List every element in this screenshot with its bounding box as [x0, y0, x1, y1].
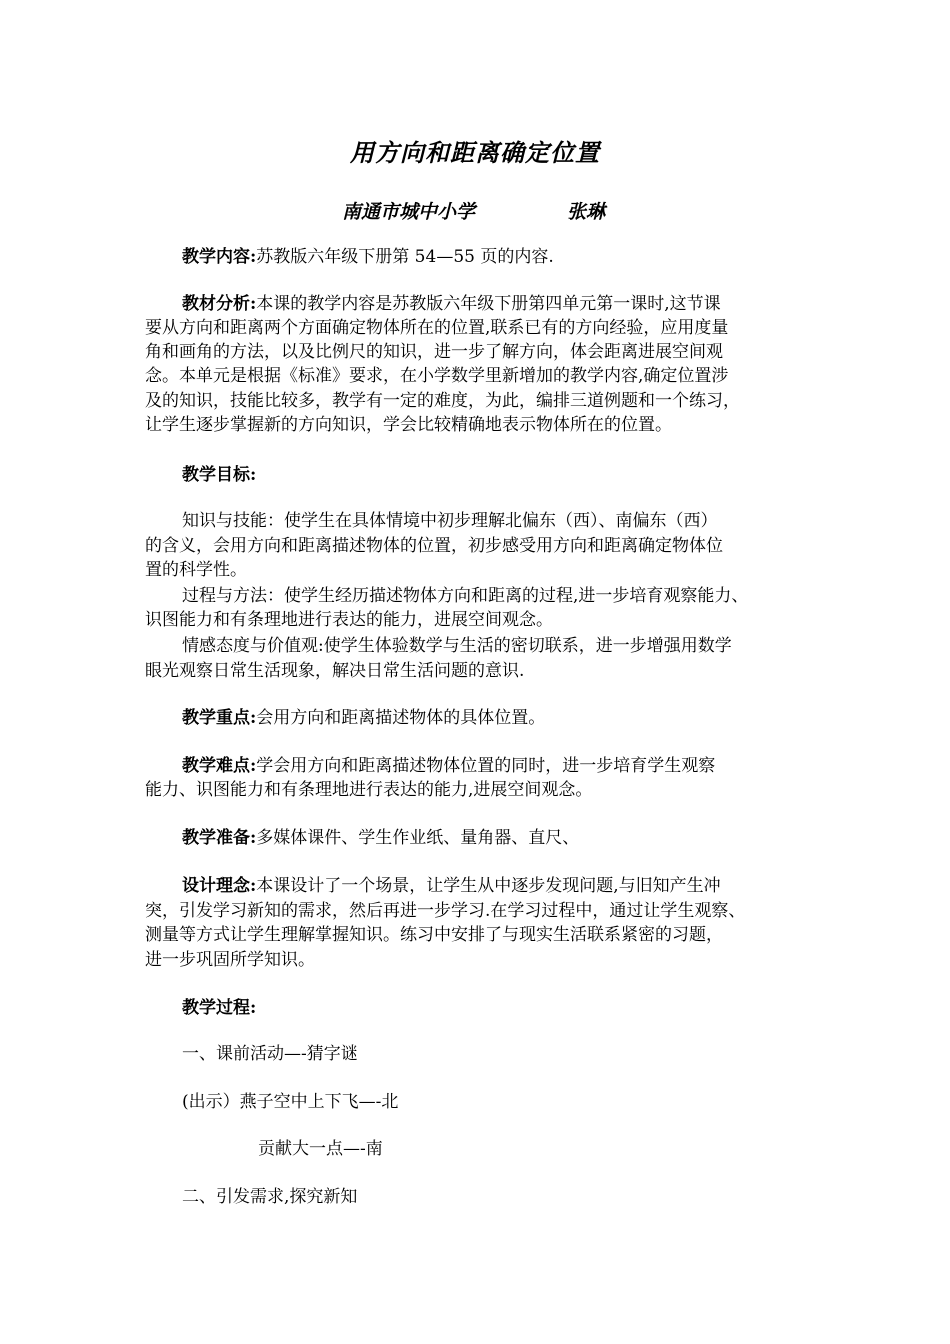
paragraph-line: 眼光观察日常生活现象，解决日常生活问题的意识.	[145, 661, 525, 681]
process-step: 一、课前活动—-猜字谜	[182, 1044, 358, 1064]
paragraph-line: 要从方向和距离两个方面确定物体所在的位置,联系已有的方向经验，应用度量	[145, 318, 729, 338]
section-label: 教材分析:	[182, 294, 257, 314]
section-content	[182, 245, 554, 269]
section-text: 本课设计了一个场景，让学生从中逐步发现问题,与旧知产生冲	[256, 876, 721, 896]
paragraph-line: 能力、识图能力和有条理地进行表达的能力,进展空间观念。	[145, 780, 593, 800]
section-text: 苏教版六年级下册第 54—55 页的内容.	[256, 247, 554, 267]
paragraph-line: 让学生逐步掌握新的方向知识，学会比较精确地表示物体所在的位置。	[145, 415, 672, 435]
paragraph-line: 识图能力和有条理地进行表达的能力，进展空间观念。	[145, 610, 553, 630]
section-text: 学会用方向和距离描述物体位置的同时，进一步培育学生观察	[256, 756, 716, 776]
section-label: 设计理念:	[182, 876, 257, 896]
paragraph-line: 置的科学性。	[145, 560, 247, 580]
paragraph-line: 及的知识，技能比较多，教学有一定的难度，为此，编排三道例题和一个练习，	[145, 391, 740, 411]
section-difficulty	[182, 754, 715, 778]
section-label: 教学准备:	[182, 828, 257, 848]
section-analysis	[182, 292, 721, 316]
paragraph-line: 进一步巩固所学知识。	[145, 950, 315, 970]
paragraph-line: 过程与方法：使学生经历描述物体方向和距离的过程,进一步培育观察能力、	[182, 586, 749, 606]
author-name: 张琳	[567, 201, 606, 223]
section-text: 多媒体课件、学生作业纸、量角器、直尺、	[256, 828, 580, 848]
paragraph-line: 测量等方式让学生理解掌握知识。练习中安排了与现实生活联系紧密的习题，	[145, 925, 723, 945]
paragraph-line: 念。本单元是根据《标准》要求，在小学数学里新增加的教学内容,确定位置涉	[145, 366, 729, 386]
section-label: 教学内容:	[182, 247, 257, 267]
section-goals-label: 教学目标:	[182, 465, 257, 485]
section-keypoint	[182, 706, 545, 730]
section-prep	[182, 826, 579, 850]
paragraph-line: 角和画角的方法，以及比例尺的知识，进一步了解方向，体会距离进展空间观	[145, 342, 723, 362]
paragraph-line: 情感态度与价值观:使学生体验数学与生活的密切联系，进一步增强用数学	[182, 636, 732, 656]
section-text: 会用方向和距离描述物体的具体位置。	[256, 708, 546, 728]
section-label: 教学重点:	[182, 708, 257, 728]
paragraph-line: 突，引发学习新知的需求，然后再进一步学习.在学习过程中，通过让学生观察、	[145, 901, 746, 921]
school-name: 南通市城中小学	[342, 201, 476, 223]
section-process-label: 教学过程:	[182, 998, 257, 1018]
riddle-line: 贡献大一点—-南	[258, 1139, 383, 1159]
section-concept	[182, 874, 721, 898]
page-title: 用方向和距离确定位置	[350, 138, 600, 167]
paragraph-line: 知识与技能：使学生在具体情境中初步理解北偏东（西）、南偏东（西）	[182, 511, 718, 531]
section-label: 教学难点:	[182, 756, 257, 776]
paragraph-line: 的含义，会用方向和距离描述物体的位置，初步感受用方向和距离确定物体位	[145, 536, 723, 556]
section-text: 本课的教学内容是苏教版六年级下册第四单元第一课时,这节课	[256, 294, 721, 314]
process-step: 二、引发需求,探究新知	[182, 1187, 358, 1207]
riddle-line: (出示）燕子空中上下飞—-北	[182, 1092, 399, 1112]
